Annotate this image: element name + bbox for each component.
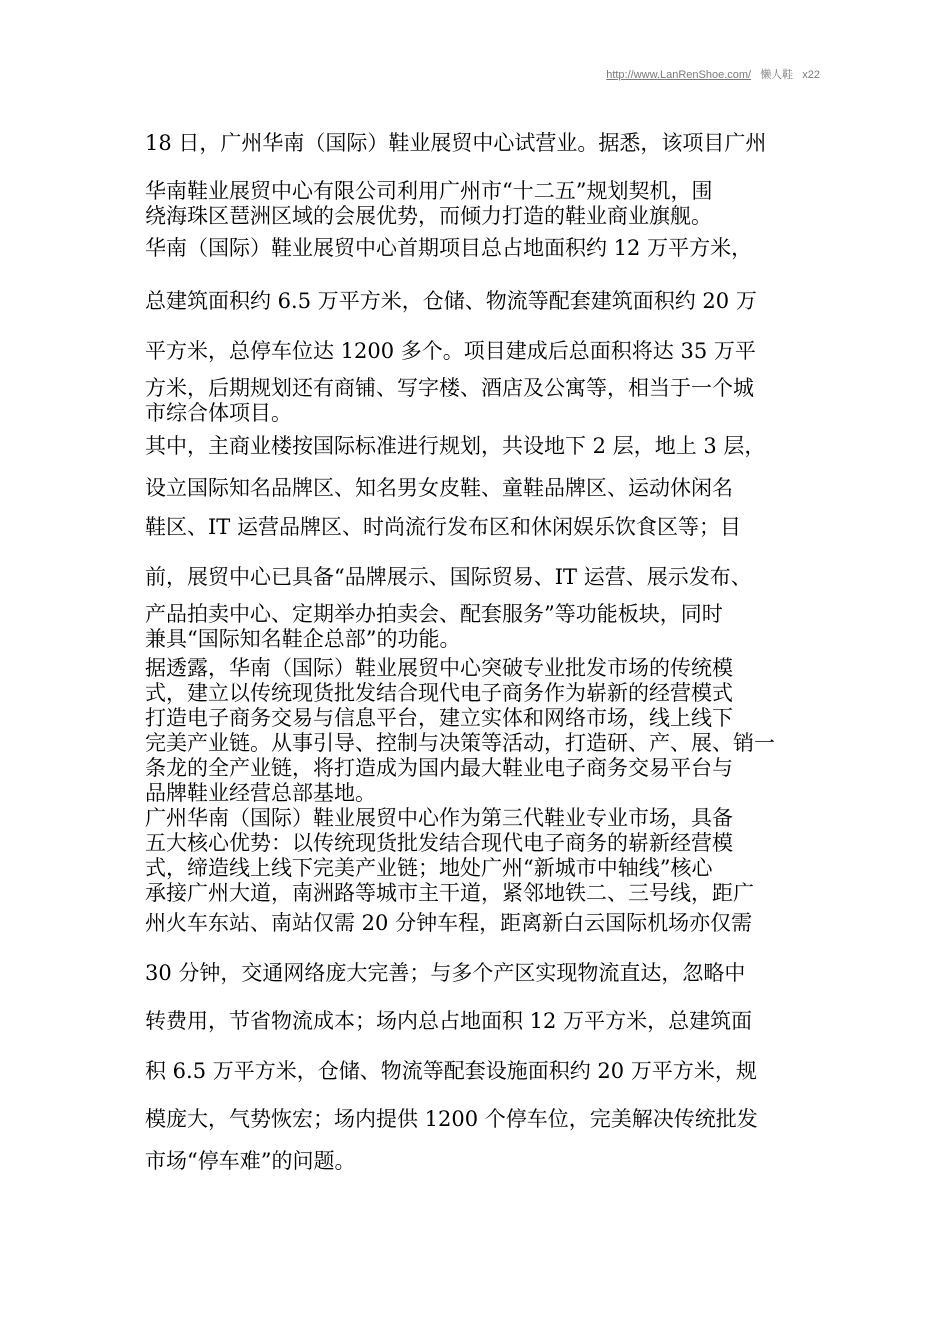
text-line: 华南鞋业展贸中心有限公司利用广州市“十二五”规划契机，围 xyxy=(145,179,713,203)
page-header xyxy=(606,66,820,82)
text-line: 积 6.5 万平方米，仓储、物流等配套设施面积约 20 万平方米，规 xyxy=(145,1059,757,1083)
text-line: 总建筑面积约 6.5 万平方米，仓储、物流等配套建筑面积约 20 万 xyxy=(145,289,757,313)
text-line: 平方米，总停车位达 1200 多个。项目建成后总面积将达 35 万平 xyxy=(145,339,756,363)
text-line: 市场“停车难”的问题。 xyxy=(145,1149,356,1173)
text-line: 式，缔造线上线下完美产业链；地处广州“新城市中轴线”核心 xyxy=(145,856,713,880)
text-line: 完美产业链。从事引导、控制与决策等活动，打造研、产、展、销一 xyxy=(145,731,775,755)
text-line: 产品拍卖中心、定期举办拍卖会、配套服务”等功能板块，同时 xyxy=(145,602,723,626)
text-line: 鞋区、IT 运营品牌区、时尚流行发布区和休闲娱乐饮食区等；目 xyxy=(145,515,741,539)
text-line: 其中，主商业楼按国际标准进行规划，共设地下 2 层，地上 3 层， xyxy=(145,434,766,458)
text-line: 市综合体项目。 xyxy=(145,401,292,425)
text-line: 模庞大，气势恢宏；场内提供 1200 个停车位，完美解决传统批发 xyxy=(145,1107,758,1131)
text-line: 五大核心优势：以传统现货批发结合现代电子商务的崭新经营模 xyxy=(145,831,733,855)
text-line: 方米，后期规划还有商铺、写字楼、酒店及公寓等，相当于一个城 xyxy=(145,376,754,400)
site-url-link[interactable]: http://www.LanRenShoe.com/ xyxy=(606,69,752,81)
text-line: 条龙的全产业链，将打造成为国内最大鞋业电子商务交易平台与 xyxy=(145,756,733,780)
text-line: 绕海珠区琶洲区域的会展优势，而倾力打造的鞋业商业旗舰。 xyxy=(145,204,712,228)
text-line: 转费用，节省物流成本；场内总占地面积 12 万平方米，总建筑面 xyxy=(145,1009,753,1033)
page-code: x22 xyxy=(802,69,820,81)
text-line: 兼具“国际知名鞋企总部”的功能。 xyxy=(145,627,461,651)
text-line: 打造电子商务交易与信息平台，建立实体和网络市场，线上线下 xyxy=(145,706,733,730)
text-line: 18 日，广州华南（国际）鞋业展贸中心试营业。据悉，该项目广州 xyxy=(145,131,767,155)
text-line: 华南（国际）鞋业展贸中心首期项目总占地面积约 12 万平方米， xyxy=(145,236,753,260)
text-line: 州火车东站、南站仅需 20 分钟车程，距离新白云国际机场亦仅需 xyxy=(145,911,753,935)
text-line: 广州华南（国际）鞋业展贸中心作为第三代鞋业专业市场，具备 xyxy=(145,806,733,830)
site-name: 懒人鞋 xyxy=(760,69,794,81)
text-line: 30 分钟，交通网络庞大完善；与多个产区实现物流直达，忽略中 xyxy=(145,961,746,985)
text-line: 设立国际知名品牌区、知名男女皮鞋、童鞋品牌区、运动休闲名 xyxy=(145,476,733,500)
text-line: 承接广州大道，南洲路等城市主干道，紧邻地铁二、三号线，距广 xyxy=(145,881,754,905)
text-line: 式，建立以传统现货批发结合现代电子商务作为崭新的经营模式 xyxy=(145,681,733,705)
text-line: 品牌鞋业经营总部基地。 xyxy=(145,781,376,805)
text-line: 前，展贸中心已具备“品牌展示、国际贸易、IT 运营、展示发布、 xyxy=(145,565,752,589)
text-line: 据透露，华南（国际）鞋业展贸中心突破专业批发市场的传统模 xyxy=(145,656,733,680)
